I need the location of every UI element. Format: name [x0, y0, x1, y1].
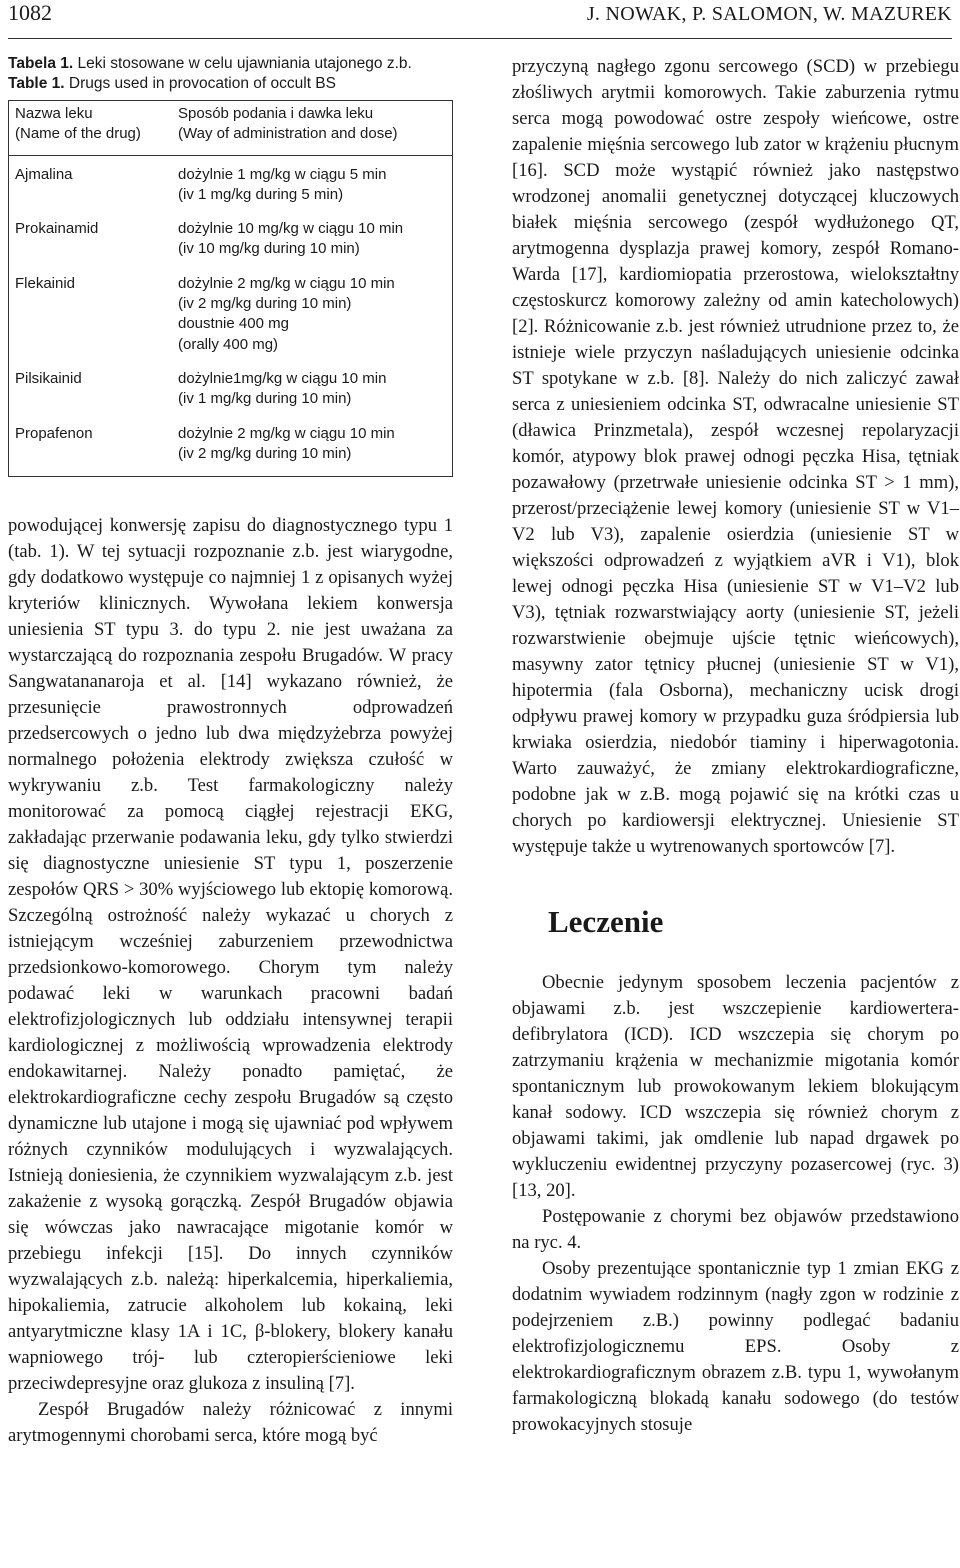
drug-table [8, 100, 453, 477]
drug-name-cell: Pilsikainid [15, 369, 82, 387]
body-paragraph: powodującej konwersję zapisu do diagnostycznego typu 1 (tab. 1). W tej sytuacji rozpoznanie z.b. jest wiarygodne, gdy dodatkowo występuje co najmniej 1 z opisanych wyżej kryteriów klinicznych. Wywołana lekiem konwersja uniesienia ST typu 3. do typu 2. nie jest uważana za wystarczającą do rozpoznania zespołu Brugadów. W pracy Sangwatananaroja et al. [14] wykazano również, że przesunięcie prawostronnych odprowadzeń przedsercowych o jedno lub dwa międzyżebrza powyżej normalnego położenia elektrody zwiększa czułość w wykrywaniu z.b. Test farmakologiczny należy monitorować za pomocą ciągłej rejestracji EKG, zakładając przerwanie podawania leku, gdy tylko stwierdzi się diagnostyczne uniesienie ST typu 1, poszerzenie zespołów QRS > 30% wyjściowego lub ektopię komorową. Szczególną ostrożność należy wykazać u chorych z istniejącym wcześniej zaburzeniem przewodnictwa przedsionkowo-komorowego. Chorym tym należy podawać leki w warunkach pracowni badań elektrofizjologicznych lub oddziału intensywnej terapii kardiologicznej z możliwością wprowadzenia elektrody endokawitarnej. Należy ponadto pamiętać, że elektrokardiograficzne cechy zespołu Brugadów są często dynamiczne lub utajone i mogą się ujawniać pod wpływem różnych czynników modulujących i wyzwalających. Istnieją doniesienia, że czynnikiem wyzwalającym z.b. jest zakażenie z wysoką gorączką. Zespół Brugadów objawia się wówczas jako nawracające migotanie komór w przebiegu infekcji [15]. Do innych czynników wyzwalających z.b. należą: hiperkalcemia, hiperkaliemia, hipokaliemia, zatrucie alkoholem lub kokainą, leki antyarytmiczne klasy 1A i 1C, β-blokery, blokery kanału wapniowego trój- lub czteropierścieniowe leki przeciwdepresyjne oraz glukoza z insuliną [7]. [8, 515, 453, 1395]
dose-line: (iv 1 mg/kg during 10 min) [178, 390, 352, 408]
body-paragraph: Zespół Brugadów należy różnicować z innymi arytmogennymi chorobami serca, które mogą być [8, 1399, 453, 1447]
table-caption-english [8, 74, 453, 94]
header-rule [8, 38, 952, 39]
table-title-english: Drugs used in provocation of occult BS [68, 75, 336, 92]
dose-line: (iv 2 mg/kg during 10 min) [178, 444, 352, 462]
drug-name-cell: Propafenon [15, 424, 93, 442]
table-row [9, 155, 453, 210]
dose-cell [178, 155, 453, 210]
dose-cell [178, 210, 453, 265]
body-paragraph: przyczyną nagłego zgonu sercowego (SCD) w przebiegu złośliwych arytmii komorowych. Takie zaburzenia rytmu serca mogą powodować ostre zespoły wieńcowe, ostre zapalenie mięśnia sercowego lub zator w krążeniu płucnym [16]. SCD może wystąpić również jako następstwo wrodzonej anomalii genetycznej dotyczącej kluczowych białek mięśnia sercowego (zespół wydłużonego QT, arytmogenna dysplazja prawej komory, zespół Romano-Warda [17], kardiomiopatia przerostowa, wielokształtny częstoskurcz komorowy zależny od amin katecholowych) [2]. Różnicowanie z.b. jest również utrudnione przez to, że istnieje wiele przyczyn naśladujących uniesienie odcinka ST spotykane w z.b. [8]. Należy do nich zaliczyć zawał serca z uniesieniem odcinka ST, odwracalne uniesienie ST (dławica Prinzmetala), zespół wczesnej repolaryzacji komór, atypowy blok prawej odnogi pęczka Hisa, tętniak pozawałowy (przetrwałe uniesienie odcinka ST > 1 mm), przerost/przeciążenie lewej komory (uniesienie ST w V1–V2 lub V3), zapalenie osierdzia (uniesienie ST w większości odprowadzeń z wyjątkiem aVR i V1), blok lewej odnogi pęczka Hisa (uniesienie ST w V1–V2 lub V3), tętniak rozwarstwiający aorty (uniesienie ST, jeżeli rozwarstwienie obejmuje ujście tętnic wieńcowych), masywny zator tętnicy płucnej (uniesienie ST w V1), hipotermia (fala Osborna), mechaniczny ucisk drogi odpływu prawej komory w przypadku guza śródpiersia lub krwiaka osierdzia, niedobór tiaminy i hiperwagotonia. Warto zauważyć, że zmiany elektrokardiograficzne, podobne jak w z.B. mogą pojawić się na krótki czas u chorych po kardiowersji elektrycznej. Uniesienie ST występuje także u wytrenowanych sportowców [7]. [512, 56, 959, 857]
table-row [9, 360, 453, 415]
section-heading: Leczenie [548, 904, 664, 939]
body-paragraph: Obecnie jedynym sposobem leczenia pacjentów z objawami z.b. jest wszczepienie kardiowertera-defibrylatora (ICD). ICD wszczepia się chorym po zatrzymaniu krążenia w mechanizmie migotania komór spontanicznym lub prowokowanym lekiem blokującym kanał sodowy. ICD wszczepia się również chorym z objawami takimi, jak omdlenie lub napad drgawek po wykluczeniu ewidentnej przyczyny pozasercowej (ryc. 3) [13, 20]. [512, 972, 959, 1201]
table-row [9, 265, 453, 360]
left-column [8, 54, 453, 1449]
table-caption [8, 54, 453, 94]
header-line: Nazwa leku [15, 105, 93, 122]
header-line: Sposób podania i dawka leku [178, 105, 374, 122]
dose-line: dożylnie 2 mg/kg w ciągu 10 min [178, 274, 395, 292]
table-label-english: Table 1. [8, 75, 65, 92]
table-label-polish: Tabela 1. [8, 55, 74, 72]
dose-line: dożylnie 1 mg/kg w ciągu 5 min [178, 165, 387, 183]
dose-line: (iv 2 mg/kg during 10 min) [178, 295, 352, 313]
dose-line: dożylnie1mg/kg w ciągu 10 min [178, 369, 387, 387]
dose-cell [178, 265, 453, 360]
body-paragraph: Postępowanie z chorymi bez objawów przedstawiono na ryc. 4. [512, 1206, 959, 1253]
dose-line: doustnie 400 mg [178, 315, 289, 333]
page-number: 1082 [8, 0, 52, 25]
right-column [512, 54, 959, 1438]
dose-line: dożylnie 2 mg/kg w ciągu 10 min [178, 424, 395, 442]
running-head: J. NOWAK, P. SALOMON, W. MAZUREK [586, 3, 952, 25]
table-header-row [9, 101, 453, 156]
header-line: (Way of administration and dose) [178, 125, 398, 143]
page-header [8, 0, 952, 40]
drug-name-cell: Ajmalina [15, 165, 73, 183]
dose-line: (iv 10 mg/kg during 10 min) [178, 240, 360, 258]
table-caption-polish [8, 54, 453, 74]
table-row [9, 415, 453, 477]
body-paragraph: Osoby prezentujące spontanicznie typ 1 zmian EKG z dodatnim wywiadem rodzinnym (nagły zgon w rodzinie z podejrzeniem z.B.) powinny podlegać badaniu elektrofizjologicznemu EPS. Osoby z elektrokardiograficznym obrazem z.B. typu 1, wywołanym farmakologiczną blokadą kanału sodowego (do testów prowokacyjnych stosuje [512, 1258, 959, 1435]
dose-cell [178, 415, 453, 477]
header-line: (Name of the drug) [15, 125, 141, 143]
dose-line: dożylnie 10 mg/kg w ciągu 10 min [178, 220, 404, 238]
drug-name-cell: Prokainamid [15, 220, 99, 238]
table-row [9, 210, 453, 265]
header-drug-name [9, 101, 179, 156]
table-title-polish: Leki stosowane w celu ujawniania utajonego z.b. [77, 55, 412, 72]
dose-cell [178, 360, 453, 415]
dose-line: (iv 1 mg/kg during 5 min) [178, 185, 344, 203]
drug-name-cell: Flekainid [15, 274, 76, 292]
dose-line: (orally 400 mg) [178, 335, 279, 353]
header-administration [178, 101, 453, 156]
